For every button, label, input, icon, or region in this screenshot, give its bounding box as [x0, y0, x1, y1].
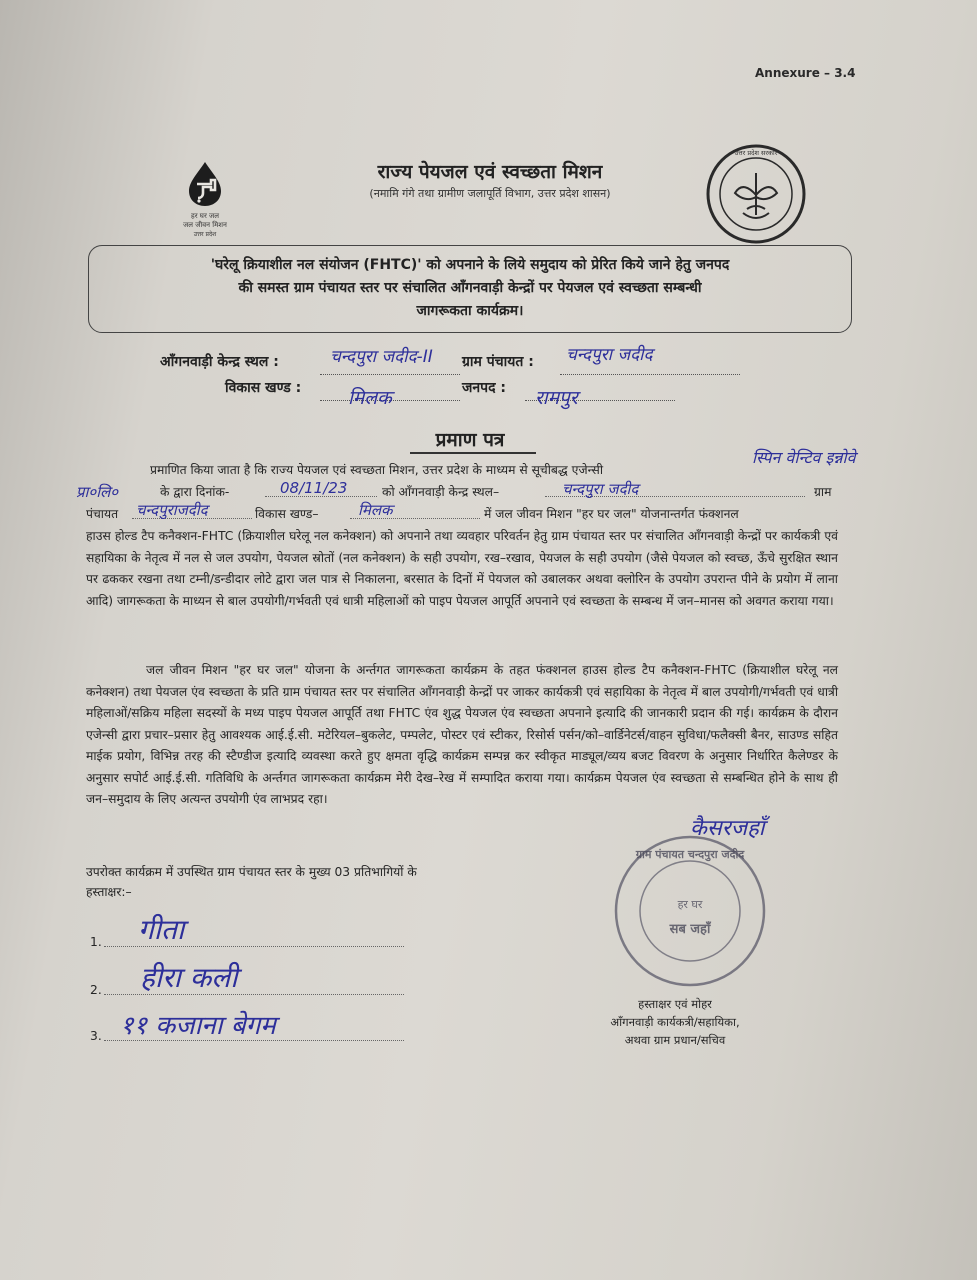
program-heading-box — [88, 245, 852, 333]
heading-line-1: 'घरेलू क्रियाशील नल संयोजन (FHTC)' को अपनाने के लिये समुदाय को प्रेरित किये जाने हेतु जनपद — [210, 257, 730, 273]
logo-caption-3: उत्तर प्रदेश — [193, 231, 217, 238]
janpad-value: रामपुर — [535, 387, 578, 409]
cert-p1-line1: प्रमाणित किया जाता है कि राज्य पेयजल एवं स्वच्छता मिशन, उत्तर प्रदेश के माध्यम से सूचीबद्ध एजेन्सी — [150, 463, 604, 477]
vikas-khand-label: विकास खण्ड : — [225, 380, 302, 396]
har-ghar-jal-logo — [155, 160, 255, 239]
panchayat-handwritten: चन्दपुराजदीद — [136, 501, 208, 519]
stamp-inner-2: सब जहाँ — [669, 922, 711, 937]
stamp-inner-1: हर घर — [677, 898, 703, 911]
cert-p2: जल जीवन मिशन "हर घर जल" योजना के अर्न्तगत जागरूकता कार्यक्रम के तहत फंक्शनल हाउस होल्ड टैप कनैक्शन-FHTC (क्रियाशील घरेलू नल कनेक्शन) तथा पेयजल एंव स्वच्छता के प्रति ग्राम पंचायत स्तर पर संचालित आँगनवाड़ी केन्द्रों पर जाकर कार्यकत्री एवं सहायिका के नेतृत्व में बाल उपयोगी/गर्भवती एवं धात्री महिलाओं/सक्रिय महिला सदस्यों के मध्य पाइप पेयजल आपूर्ति तथा FHTC एंव शुद्ध पेयजल एंव स्वच्छता अपनाने इत्यादि की जानकारी प्रदान की गई। कार्यक्रम के दौरान एजेन्सी द्वारा प्रचार–प्रसार हेतु आवश्यक आई.ई.सी. मटेरियल–बुकलेट, पम्पलेट, पोस्टर एवं स्टीकर, रिसोर्स पर्सन/को–वार्डिनेटर्स/वाहन सुविधा/फलैक्सी बैनर, साउण्ड सहित माईक प्रयोग, विभिन्न तरह की स्टैण्डीज इत्यादि व्यवस्था करते हुए क्षमता वृद्धि कार्यक्रम सम्पन्न कर स्वीकृत माड्यूल/व्यय बजट विवरण के अनुसार निर्धारित कैलेण्डर के अनुसार सपोर्ट आई.ई.सी. गतिविधि के अर्न्तगत जागरूकता कार्यक्रम मेरी देख–रेख में सम्पादित कराया गया। कार्यक्रम पेयजल एंव स्वच्छता से सम्बन्धित होने के साथ ही जन–समुदाय के लिए अत्यन्त उपयोगी एंव लाभप्रद रहा। — [86, 663, 838, 806]
program-heading — [103, 254, 837, 323]
annexure-label: Annexure – 3.4 — [755, 66, 856, 80]
cert-p1-line3c: में जल जीवन मिशन "हर घर जल" योजनान्तर्गत फंक्शनल — [484, 507, 739, 521]
site-handwritten: चन्दपुरा जदीद — [562, 480, 639, 498]
vikas-khand-value: मिलक — [348, 387, 392, 409]
agency-handwritten-2: प्रा०लि० — [76, 483, 119, 501]
emblem-text: उत्तर प्रदेश सरकार — [734, 149, 778, 157]
block-handwritten: मिलक — [358, 501, 393, 519]
signatory-line-1: हस्ताक्षर एवं मोहर — [638, 997, 712, 1011]
certificate-title: प्रमाण पत्र — [435, 429, 505, 451]
heading-line-3: जागरूकता कार्यक्रम। — [416, 303, 524, 319]
mission-title: राज्य पेयजल एवं स्वच्छता मिशन — [377, 161, 603, 183]
cert-p1-line2a: के द्वारा दिनांक- — [160, 485, 230, 499]
participant-signature-1: गीता — [138, 913, 185, 946]
anganwadi-value: चन्दपुरा जदीद-II — [330, 347, 433, 367]
anganwadi-label: आँगनवाड़ी केन्द्र स्थल : — [160, 354, 279, 370]
signatory-signature: कैसरजहाँ — [690, 816, 765, 841]
signatory-line-2: आँगनवाड़ी कार्यकत्री/सहायिका, — [610, 1015, 740, 1029]
cert-p1-line3a: पंचायत — [86, 507, 119, 521]
panchayat-stamp — [612, 833, 768, 989]
participant-num-3: 3. — [90, 1029, 102, 1043]
participant-num-1: 1. — [90, 935, 102, 949]
signatory-block — [560, 995, 790, 1049]
up-emblem — [705, 143, 807, 245]
mission-subtitle: (नमामि गंगे तथा ग्रामीण जलापूर्ति विभाग, उत्तर प्रदेश शासन) — [369, 187, 611, 200]
cert-p1-line2b: को आँगनवाड़ी केन्द्र स्थल– — [382, 485, 500, 499]
stamp-ring-text: ग्राम पंचायत चन्दपुरा जदीद — [635, 848, 745, 861]
logo-caption-1: हर घर जल — [191, 212, 219, 220]
participant-signature-3: ११ कजाना बेगम — [120, 1011, 276, 1041]
gram-panchayat-label: ग्राम पंचायत : — [462, 354, 534, 370]
date-handwritten: 08/11/23 — [280, 479, 348, 497]
participant-signature-2: हीरा कली — [140, 961, 238, 994]
participants-intro-1: उपरोक्त कार्यक्रम में उपस्थित ग्राम पंचायत स्तर के मुख्य 03 प्रतिभागियों के — [86, 865, 417, 879]
heading-line-2: की समस्त ग्राम पंचायत स्तर पर संचालित आँगनवाड़ी केन्द्रों पर पेयजल एवं स्वच्छता सम्बन्धी — [238, 280, 702, 296]
participants-intro-2: हस्ताक्षर:– — [86, 885, 132, 899]
water-drop-tap-icon — [183, 160, 227, 208]
participant-num-2: 2. — [90, 983, 102, 997]
certificate-title-underline — [410, 452, 536, 454]
cert-p1-line3b: विकास खण्ड– — [255, 507, 319, 521]
cert-p1-rest: हाउस होल्ड टैप कनैक्शन-FHTC (क्रियाशील घरेलू नल कनेक्शन) को अपनाने तथा व्यवहार परिवर्तन हेतु ग्राम पंचायत स्तर पर संचालित आँगनवाड़ी केन्द्रों पर कार्यकत्री एवं सहायिका के नेतृत्व में नल से जल उपयोग, पेयजल स्रोतों (नल कनेक्शन) के सही उपयोग, रख–रखाव, पेयजल के सही उपयोग (जैसे पेयजल को स्वच्छ, ऊँचे सुरक्षित स्थान पर ढककर रखना तथा टम्नी/डन्डीदार लोटे द्वारा जल पात्र से निकालना, बरसात के दिनों में पेयजल को उबालकर अथवा क्लोरिन के उपयोग उपरान्त पीने के प्रयोग में लाना आदि) जागरूकता के माध्यन से बाल उपयोगी/गर्भवती एवं धात्री महिलाओं को पाइप पेयजल आपूर्ति अपनाने एवं स्वच्छता के सम्बन्ध में जन–मानस को अवगत कराया गया। — [86, 529, 838, 608]
gram-panchayat-value: चन्दपुरा जदीद — [566, 345, 653, 365]
signatory-line-3: अथवा ग्राम प्रधान/सचिव — [624, 1033, 726, 1047]
janpad-label: जनपद : — [462, 380, 507, 396]
uttar-pradesh-emblem-icon — [705, 143, 807, 245]
cert-p1-line2c: ग्राम — [814, 485, 832, 499]
logo-caption-2: जल जीवन मिशन — [183, 221, 227, 229]
agency-handwritten: स्पिन वेन्टिव इन्नोवे — [752, 448, 856, 467]
